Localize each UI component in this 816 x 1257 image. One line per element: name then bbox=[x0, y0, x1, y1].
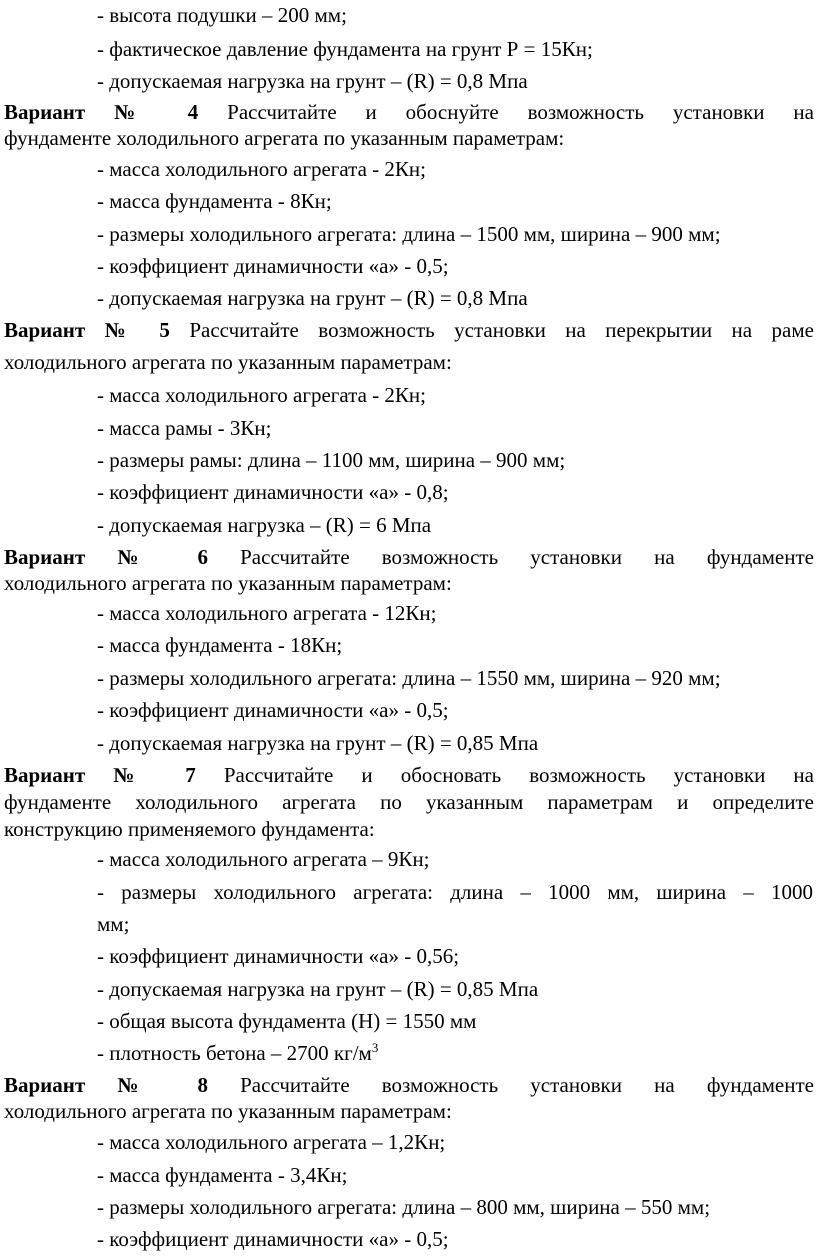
list-item: - размеры холодильного агрегата: длина – 1550 мм, ширина – 920 мм; bbox=[97, 666, 721, 690]
list-item: - масса фундамента - 8Кн; bbox=[97, 189, 332, 213]
list-item: - общая высота фундамента (Н) = 1550 мм bbox=[97, 1009, 477, 1033]
list-item: - допускаемая нагрузка на грунт – (R) = 0,8 Мпа bbox=[97, 286, 528, 310]
list-item: - коэффициент динамичности «а» - 0,5; bbox=[97, 698, 449, 722]
variant-5-text: Рассчитайте возможность установки на перекрытии на раме bbox=[169, 318, 814, 342]
list-item: - масса холодильного агрегата – 9Кн; bbox=[97, 847, 430, 871]
list-item: - допускаемая нагрузка – (R) = 6 Мпа bbox=[97, 513, 432, 537]
variant-8-text-cont: холодильного агрегата по указанным параметрам: bbox=[4, 1099, 452, 1123]
variant-7-text: Рассчитайте и обосновать возможность установки на bbox=[195, 763, 814, 787]
variant-7-text-cont: фундаменте холодильного агрегата по указанным параметрам и определите bbox=[4, 790, 814, 814]
list-item: - высота подушки – 200 мм; bbox=[97, 3, 347, 27]
list-item bbox=[97, 1041, 378, 1065]
list-item: - коэффициент динамичности «а» - 0,56; bbox=[97, 944, 460, 968]
variant-4-text: Рассчитайте и обоснуйте возможность установки на bbox=[198, 100, 814, 124]
variant-4-heading bbox=[4, 100, 814, 124]
variant-6-text-cont: холодильного агрегата по указанным параметрам: bbox=[4, 571, 452, 595]
variant-6-heading bbox=[4, 545, 814, 569]
list-item: - допускаемая нагрузка на грунт – (R) = 0,8 Мпа bbox=[97, 69, 528, 93]
list-item: - масса холодильного агрегата - 2Кн; bbox=[97, 157, 427, 181]
variant-8-heading bbox=[4, 1073, 814, 1097]
list-item: - коэффициент динамичности «а» - 0,8; bbox=[97, 480, 449, 504]
list-item: - допускаемая нагрузка на грунт – (R) = 0,85 Мпа bbox=[97, 731, 539, 755]
list-item: - масса холодильного агрегата - 2Кн; bbox=[97, 383, 427, 407]
variant-6-label: Вариант № 6 bbox=[4, 545, 208, 569]
list-item: - размеры холодильного агрегата: длина – 1500 мм, ширина – 900 мм; bbox=[97, 222, 721, 246]
list-item: - размеры рамы: длина – 1100 мм, ширина – 900 мм; bbox=[97, 448, 566, 472]
list-item: - допускаемая нагрузка на грунт – (R) = 0,85 Мпа bbox=[97, 977, 539, 1001]
list-item: - фактическое давление фундамента на грунт Р = 15Кн; bbox=[97, 37, 593, 61]
variant-5-label: Вариант № 5 bbox=[4, 318, 170, 342]
variant-8-label: Вариант № 8 bbox=[4, 1073, 208, 1097]
variant-6-text: Рассчитайте возможность установки на фундаменте bbox=[207, 545, 814, 569]
superscript: 3 bbox=[371, 1040, 379, 1055]
variant-4-label: Вариант № 4 bbox=[4, 100, 199, 124]
list-item: - масса фундамента - 3,4Кн; bbox=[97, 1163, 348, 1187]
variant-8-text: Рассчитайте возможность установки на фундаменте bbox=[207, 1073, 814, 1097]
list-item: - коэффициент динамичности «а» - 0,5; bbox=[97, 1227, 449, 1251]
list-item: - масса холодильного агрегата – 1,2Кн; bbox=[97, 1130, 446, 1154]
list-item: - масса фундамента - 18Кн; bbox=[97, 633, 343, 657]
variant-7-heading bbox=[4, 763, 814, 787]
variant-7-label: Вариант № 7 bbox=[4, 763, 196, 787]
list-item-cont: мм; bbox=[97, 912, 130, 936]
list-item: - масса холодильного агрегата - 12Кн; bbox=[97, 601, 437, 625]
variant-4-text-cont: фундаменте холодильного агрегата по указанным параметрам: bbox=[4, 126, 565, 150]
variant-5-text-cont: холодильного агрегата по указанным параметрам: bbox=[4, 350, 452, 374]
list-item: - масса рамы - 3Кн; bbox=[97, 416, 272, 440]
list-item: - коэффициент динамичности «а» - 0,5; bbox=[97, 254, 449, 278]
list-item-text: - плотность бетона – 2700 кг/м bbox=[97, 1041, 372, 1065]
variant-5-heading bbox=[4, 318, 814, 342]
list-item: - размеры холодильного агрегата: длина – 1000 мм, ширина – 1000 bbox=[97, 880, 813, 904]
list-item: - размеры холодильного агрегата: длина – 800 мм, ширина – 550 мм; bbox=[97, 1195, 711, 1219]
variant-7-text-cont: конструкцию применяемого фундамента: bbox=[4, 817, 375, 841]
